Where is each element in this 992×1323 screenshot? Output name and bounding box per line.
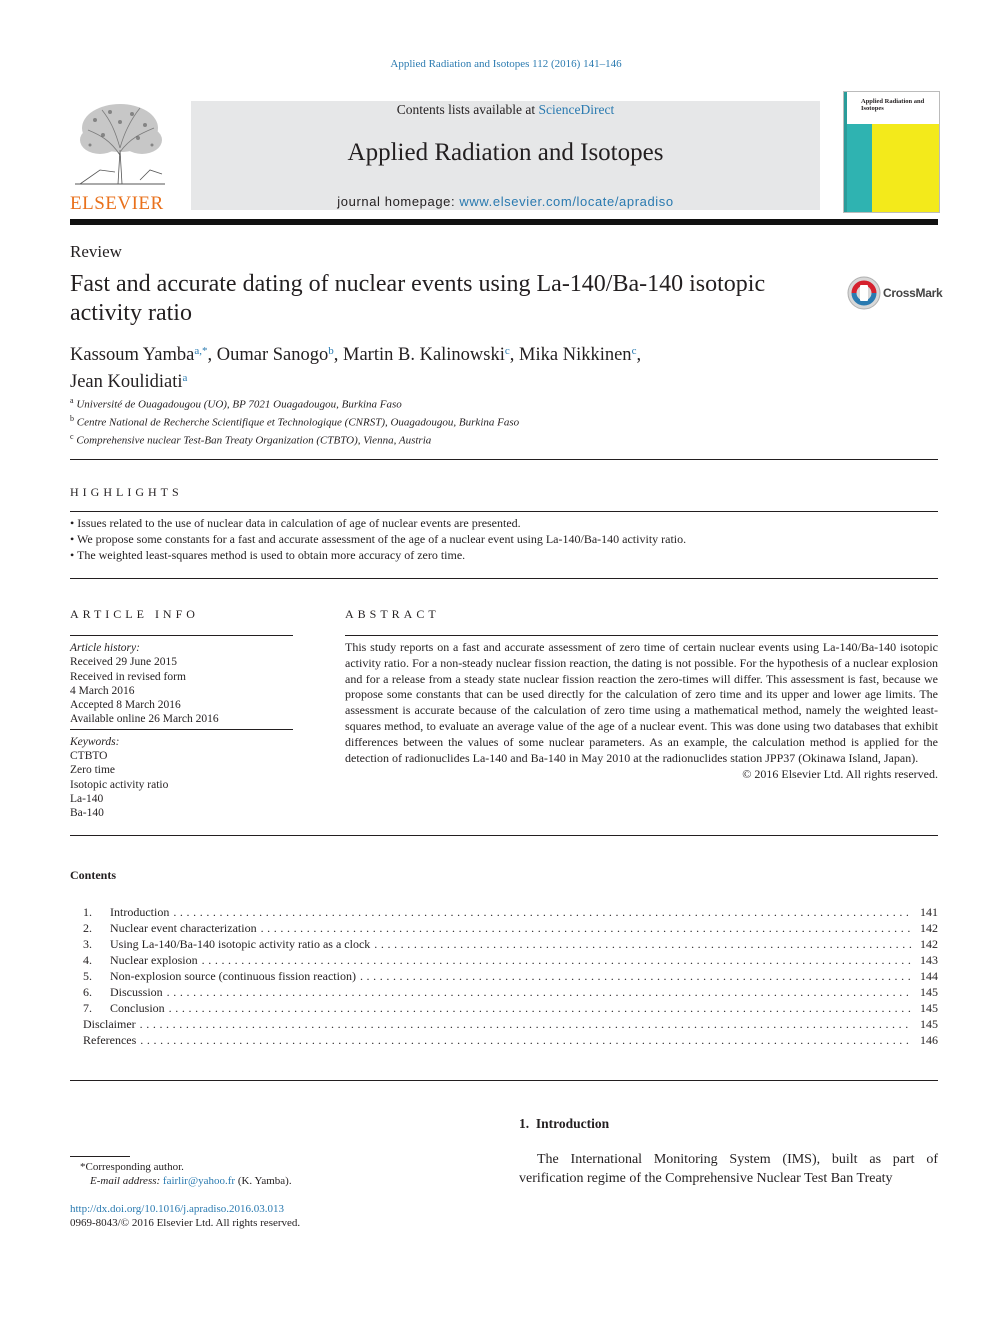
highlights-list (70, 515, 938, 563)
cover-title: Applied Radiation and Isotopes (861, 98, 925, 112)
highlight-item: • The weighted least-squares method is used to obtain more accuracy of zero time. (70, 548, 466, 562)
table-of-contents (83, 904, 938, 1048)
elsevier-logo[interactable] (70, 100, 170, 212)
author[interactable]: Mika Nikkinen$^c$ (519, 345, 637, 365)
divider (70, 511, 938, 512)
author[interactable]: Oumar Sanogo$^b$ (216, 345, 334, 365)
journal-citation[interactable]: Applied Radiation and Isotopes 112 (2016) 141–146 (390, 58, 622, 70)
crossmark-label: CrossMark (883, 286, 943, 300)
highlight-item: • We propose some constants for a fast and accurate assessment of the age of a nuclear event using La-140/Ba-140 activity ratio. (70, 532, 687, 546)
homepage-link[interactable]: www.elsevier.com/locate/apradiso (459, 194, 674, 209)
divider (70, 835, 938, 836)
affiliation: $^a$ Université de Ouagadougou (UO), BP 7021 Ouagadougou, Burkina Faso (70, 396, 402, 411)
toc-entry[interactable]: 1. Introduction . . . 141 (83, 904, 938, 920)
toc-entry[interactable]: 3. Using La-140/Ba-140 isotopic activity ratio as a clock . . . 142 (83, 936, 938, 952)
keyword: Zero time (70, 764, 116, 777)
author[interactable]: Martin B. Kalinowski$^c$ (343, 345, 510, 365)
divider (70, 459, 938, 460)
toc-entry[interactable]: 5. Non-explosion source (continuous fission reaction) . . . 144 (83, 968, 938, 984)
copyright: © 2016 Elsevier Ltd. All rights reserved. (742, 767, 938, 782)
journal-banner (191, 101, 820, 210)
affiliation: $^b$ Centre National de Recherche Scientifique et Technologique (CNRST), Ouagadougou, Burkina Faso (70, 414, 520, 429)
keyword: Isotopic activity ratio (70, 778, 169, 791)
footnote-rule (70, 1156, 130, 1157)
introduction-text: The International Monitoring System (IMS), built as part of verification regime of the Comprehensive Nuclear Test Ban Treaty (519, 1152, 938, 1186)
author-list: Kassoum Yamba$^{a,*}$, Oumar Sanogo$^b$, Martin B. Kalinowski$^c$, Mika Nikkinen$^c$, Jean Koulidiati$^a$ (70, 345, 642, 392)
article-info (70, 607, 293, 821)
affiliation: $^c$ Comprehensive nuclear Test-Ban Treaty Organization (CTBTO), Vienna, Austria (70, 432, 432, 447)
abstract-heading: ABSTRACT (345, 607, 440, 621)
keyword: Ba-140 (70, 807, 104, 820)
divider (70, 578, 938, 579)
keyword: La-140 (70, 792, 104, 805)
toc-entry[interactable]: 6. Discussion . . . 145 (83, 984, 938, 1000)
article-info-heading: ARTICLE INFO (70, 607, 199, 621)
history-entry: Received in revised form (70, 670, 186, 683)
history-entry: 4 March 2016 (70, 684, 135, 697)
history-label: Article history: (70, 642, 140, 654)
introduction-heading: 1. Introduction (519, 1116, 610, 1131)
header-divider (70, 219, 938, 225)
highlight-item: • Issues related to the use of nuclear data in calculation of age of nuclear events are presented. (70, 516, 521, 530)
highlights-heading: HIGHLIGHTS (70, 485, 183, 499)
author[interactable]: Kassoum Yamba$^{a,*}$ (70, 345, 208, 365)
divider (70, 1080, 938, 1081)
sciencedirect-link[interactable]: ScienceDirect (538, 102, 615, 117)
elsevier-tree-icon (70, 100, 170, 186)
contents-availability: Contents lists available at ScienceDirect (396, 102, 615, 117)
history-entry: Accepted 8 March 2016 (70, 699, 181, 712)
publisher-name: ELSEVIER (70, 193, 164, 214)
crossmark-icon (846, 275, 882, 311)
contents-heading: Contents (70, 868, 117, 882)
article-type: Review (70, 242, 122, 261)
journal-homepage: journal homepage: www.elsevier.com/locate/apradiso (337, 194, 674, 209)
journal-title: Applied Radiation and Isotopes (347, 139, 664, 166)
toc-entry[interactable]: 7. Conclusion . . . 145 (83, 1000, 938, 1016)
toc-entry[interactable]: References . . . 146 (83, 1032, 938, 1048)
history-entry: Available online 26 March 2016 (70, 713, 219, 726)
cover-yellow-block (872, 124, 939, 212)
abstract (345, 607, 938, 783)
keywords-label: Keywords: (70, 735, 120, 748)
affiliations (70, 394, 519, 448)
email-note: E-mail address: fairlir@yahoo.fr (K. Yamba). (90, 1175, 292, 1187)
toc-entry[interactable]: 2. Nuclear event characterization . . . 142 (83, 920, 938, 936)
article-title: Fast and accurate dating of nuclear events using La-140/Ba-140 isotopic activity ratio (70, 271, 766, 326)
email-link[interactable]: fairlir@yahoo.fr (162, 1175, 236, 1187)
history-entry: Received 29 June 2015 (70, 656, 177, 669)
toc-entry[interactable]: 4. Nuclear explosion . . . 143 (83, 952, 938, 968)
cover-teal-block (847, 124, 872, 212)
author[interactable]: Jean Koulidiati$^a$ (70, 372, 188, 392)
doi-link[interactable]: http://dx.doi.org/10.1016/j.apradiso.2016.03.013 (70, 1203, 284, 1215)
issn-line: 0969-8043/© 2016 Elsevier Ltd. All rights reserved. (70, 1217, 301, 1229)
toc-entry[interactable]: Disclaimer . . . 145 (83, 1016, 938, 1032)
crossmark-button[interactable] (846, 276, 943, 310)
journal-cover-thumbnail[interactable] (843, 91, 940, 213)
keyword: CTBTO (70, 750, 108, 763)
abstract-text: This study reports on a fast and accurate assessment of zero time of certain nuclear events using La-140/Ba-140 isotopic activity ratio. For a non-steady nuclear fission reaction, the dating is not possible. For the hypothesis of a nuclear explosion and for a release from a steady state nuclear fission reaction the zero-times will differ. This assessment is fast, because we propose some constants that can be used directly for the calculation of zero time and its upper and lower age limits. The assessment is accurate because of the calculation of zero time using a mathematical method, namely the weighted least-squares method, to evaluate an average value of the age of a nuclear event. This was done using two databases that exhibit differences between the values of some nuclear parameters. As an example, the calculation method is applied for the detection of radionuclides La-140 and Ba-140 in May 2010 at the radionuclides station JPP37 (Okinawa Island, Japan). (345, 640, 938, 765)
corresponding-author-note: *Corresponding author. (80, 1161, 184, 1173)
